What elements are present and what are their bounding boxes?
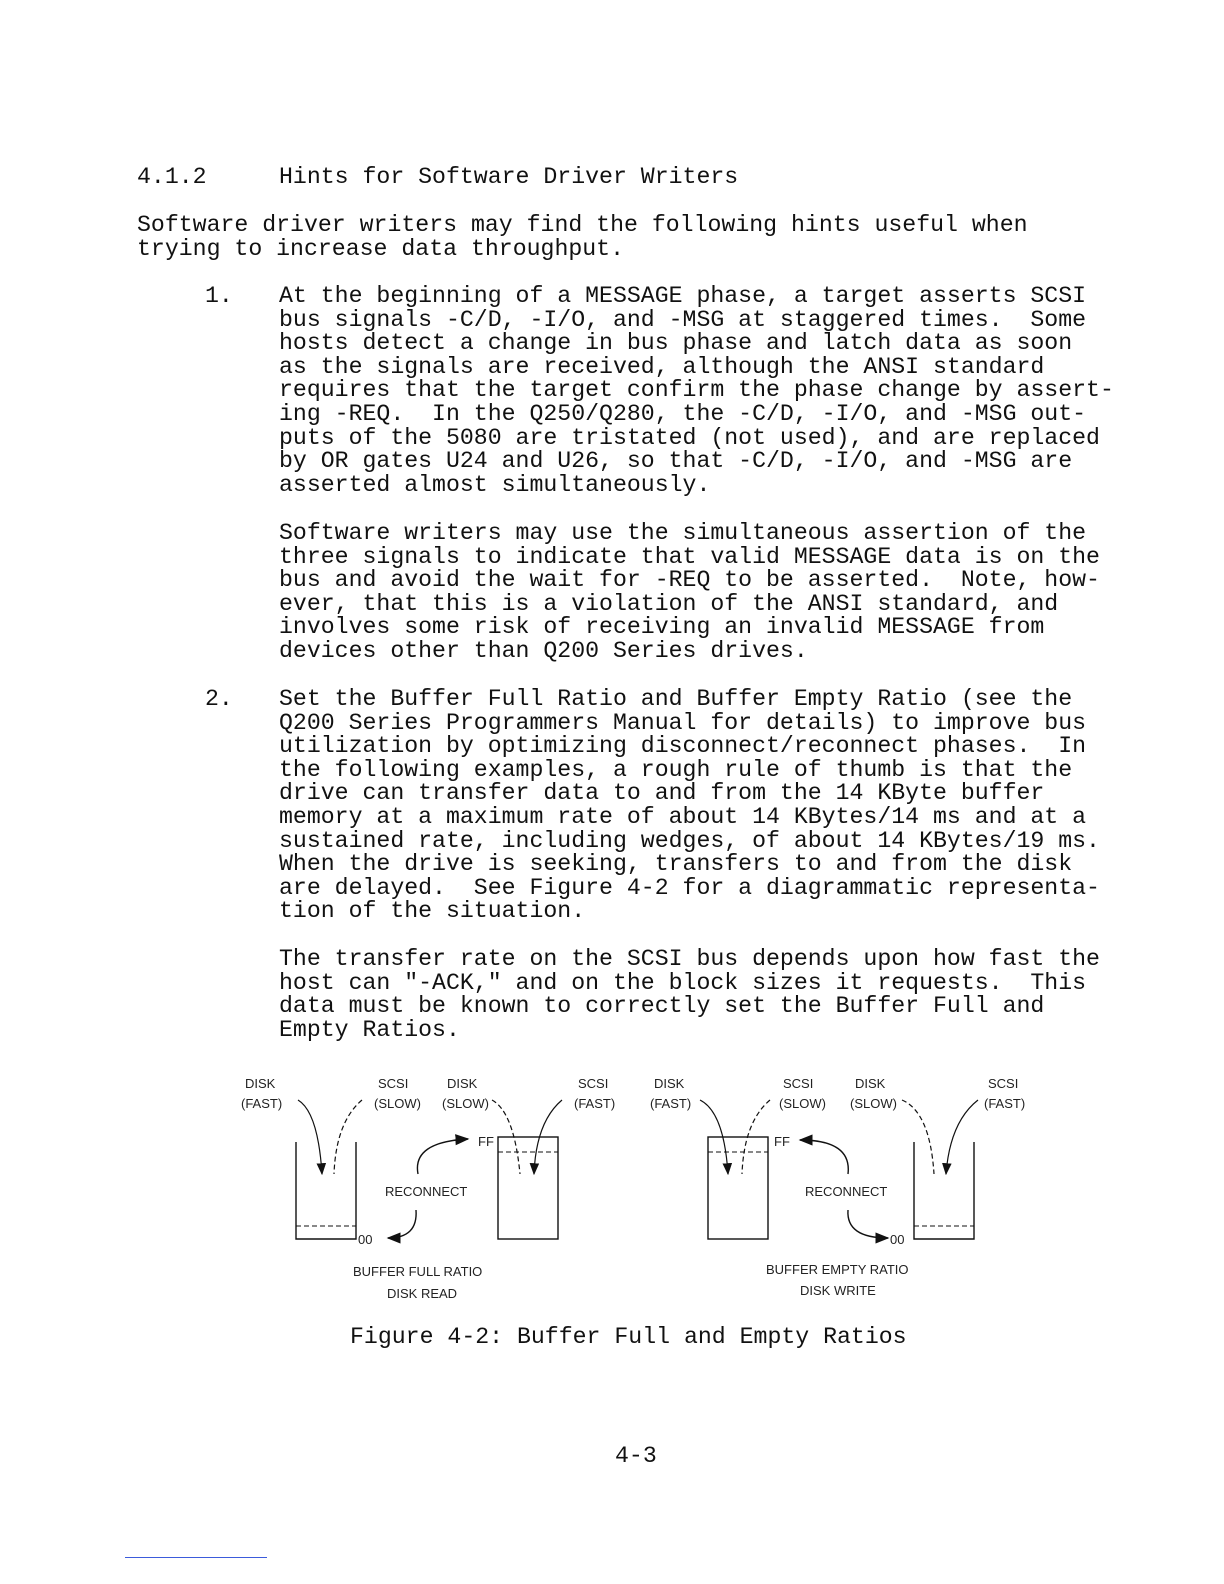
read-ff-label: FF xyxy=(478,1134,494,1149)
write-ff-label: FF xyxy=(774,1134,790,1149)
section-number: 4.1.2 xyxy=(137,164,207,190)
list-item-1-paragraph-2: Software writers may use the simultaneous assertion of the three signals to indicate that valid MESSAGE data is on the bus and avoid the wait for -REQ to be asserted. Note, how- ever, that this is a violation of the ANSI standard, and involves some risk of receiving an invalid MESSAGE from devices other than Q200 Series drives. xyxy=(279,520,1100,664)
read-scsi-label: SCSI xyxy=(378,1076,409,1091)
write-reconnect-label: RECONNECT xyxy=(805,1184,888,1199)
write-disk-speed: (FAST) xyxy=(650,1096,692,1111)
read-disk-label: DISK xyxy=(245,1076,276,1091)
read-reconnect-label: RECONNECT xyxy=(385,1184,468,1199)
read-disk-speed: (FAST) xyxy=(241,1096,283,1111)
intro-paragraph: Software driver writers may find the following hints useful when trying to increase data throughput. xyxy=(137,212,1028,262)
write-oo-label: 00 xyxy=(890,1232,905,1247)
write-scsi-speed: (SLOW) xyxy=(779,1096,826,1111)
read-mode: DISK READ xyxy=(387,1286,458,1301)
write-ratio-title: BUFFER EMPTY RATIO xyxy=(766,1262,909,1277)
list-item-2-paragraph-1: Set the Buffer Full Ratio and Buffer Empty Ratio (see the Q200 Series Programmers Manual for details) to improve bus utilization by optimizing disconnect/reconnect phases. In the following examples, a rough rule of thumb is that the drive can transfer data to and from the 14 KByte buffer memory at a maximum rate of about 14 KBytes/14 ms and at a sustained rate, including wedges, of about 14 KBytes/19 ms. When the drive is seeking, transfers to and from the disk are delayed. See Figure 4-2 for a diagrammatic representa- tion of the situation. xyxy=(279,686,1100,925)
section-title: Hints for Software Driver Writers xyxy=(279,164,739,190)
read-disk2-label: DISK xyxy=(447,1076,478,1091)
read-diagram xyxy=(241,1076,615,1301)
write-disk2-speed: (SLOW) xyxy=(850,1096,897,1111)
figure-caption: Figure 4-2: Buffer Full and Empty Ratios xyxy=(350,1324,907,1350)
write-diagram xyxy=(650,1076,1025,1298)
page-number: 4-3 xyxy=(615,1443,657,1469)
figure-buffer-ratios-diagram xyxy=(230,1062,1040,1312)
write-scsi2-speed: (FAST) xyxy=(984,1096,1026,1111)
list-item-number-2: 2. xyxy=(205,686,233,712)
write-disk2-label: DISK xyxy=(855,1076,886,1091)
write-disk-label: DISK xyxy=(654,1076,685,1091)
write-scsi2-label: SCSI xyxy=(988,1076,1019,1091)
read-ratio-title: BUFFER FULL RATIO xyxy=(353,1264,483,1279)
read-buffer-1 xyxy=(296,1142,356,1239)
read-disk2-speed: (SLOW) xyxy=(442,1096,489,1111)
read-oo-label: 00 xyxy=(358,1232,373,1247)
write-mode: DISK WRITE xyxy=(800,1283,876,1298)
read-scsi2-label: SCSI xyxy=(578,1076,609,1091)
read-scsi-speed: (SLOW) xyxy=(374,1096,421,1111)
write-buffer-2 xyxy=(914,1142,974,1239)
list-item-1-paragraph-1: At the beginning of a MESSAGE phase, a target asserts SCSI bus signals -C/D, -I/O, and -MSG at staggered times. Some hosts detect a change in bus phase and latch data as soon as the signals are received, although the ANSI standard requires that the target confirm the phase change by assert- ing -REQ. In the Q250/Q280, the -C/D, -I/O, and -MSG out- puts of the 5080 are tristated (not used), and are replaced by OR gates U24 and U26, so that -C/D, -I/O, and -MSG are asserted almost simultaneously. xyxy=(279,283,1114,498)
list-item-2-paragraph-2: The transfer rate on the SCSI bus depends upon how fast the host can "-ACK," and on the block sizes it requests. This data must be known to correctly set the Buffer Full and Empty Ratios. xyxy=(279,946,1100,1043)
write-scsi-label: SCSI xyxy=(783,1076,814,1091)
footer-rule xyxy=(125,1557,267,1558)
list-item-number-1: 1. xyxy=(205,283,233,309)
read-scsi2-speed: (FAST) xyxy=(574,1096,616,1111)
